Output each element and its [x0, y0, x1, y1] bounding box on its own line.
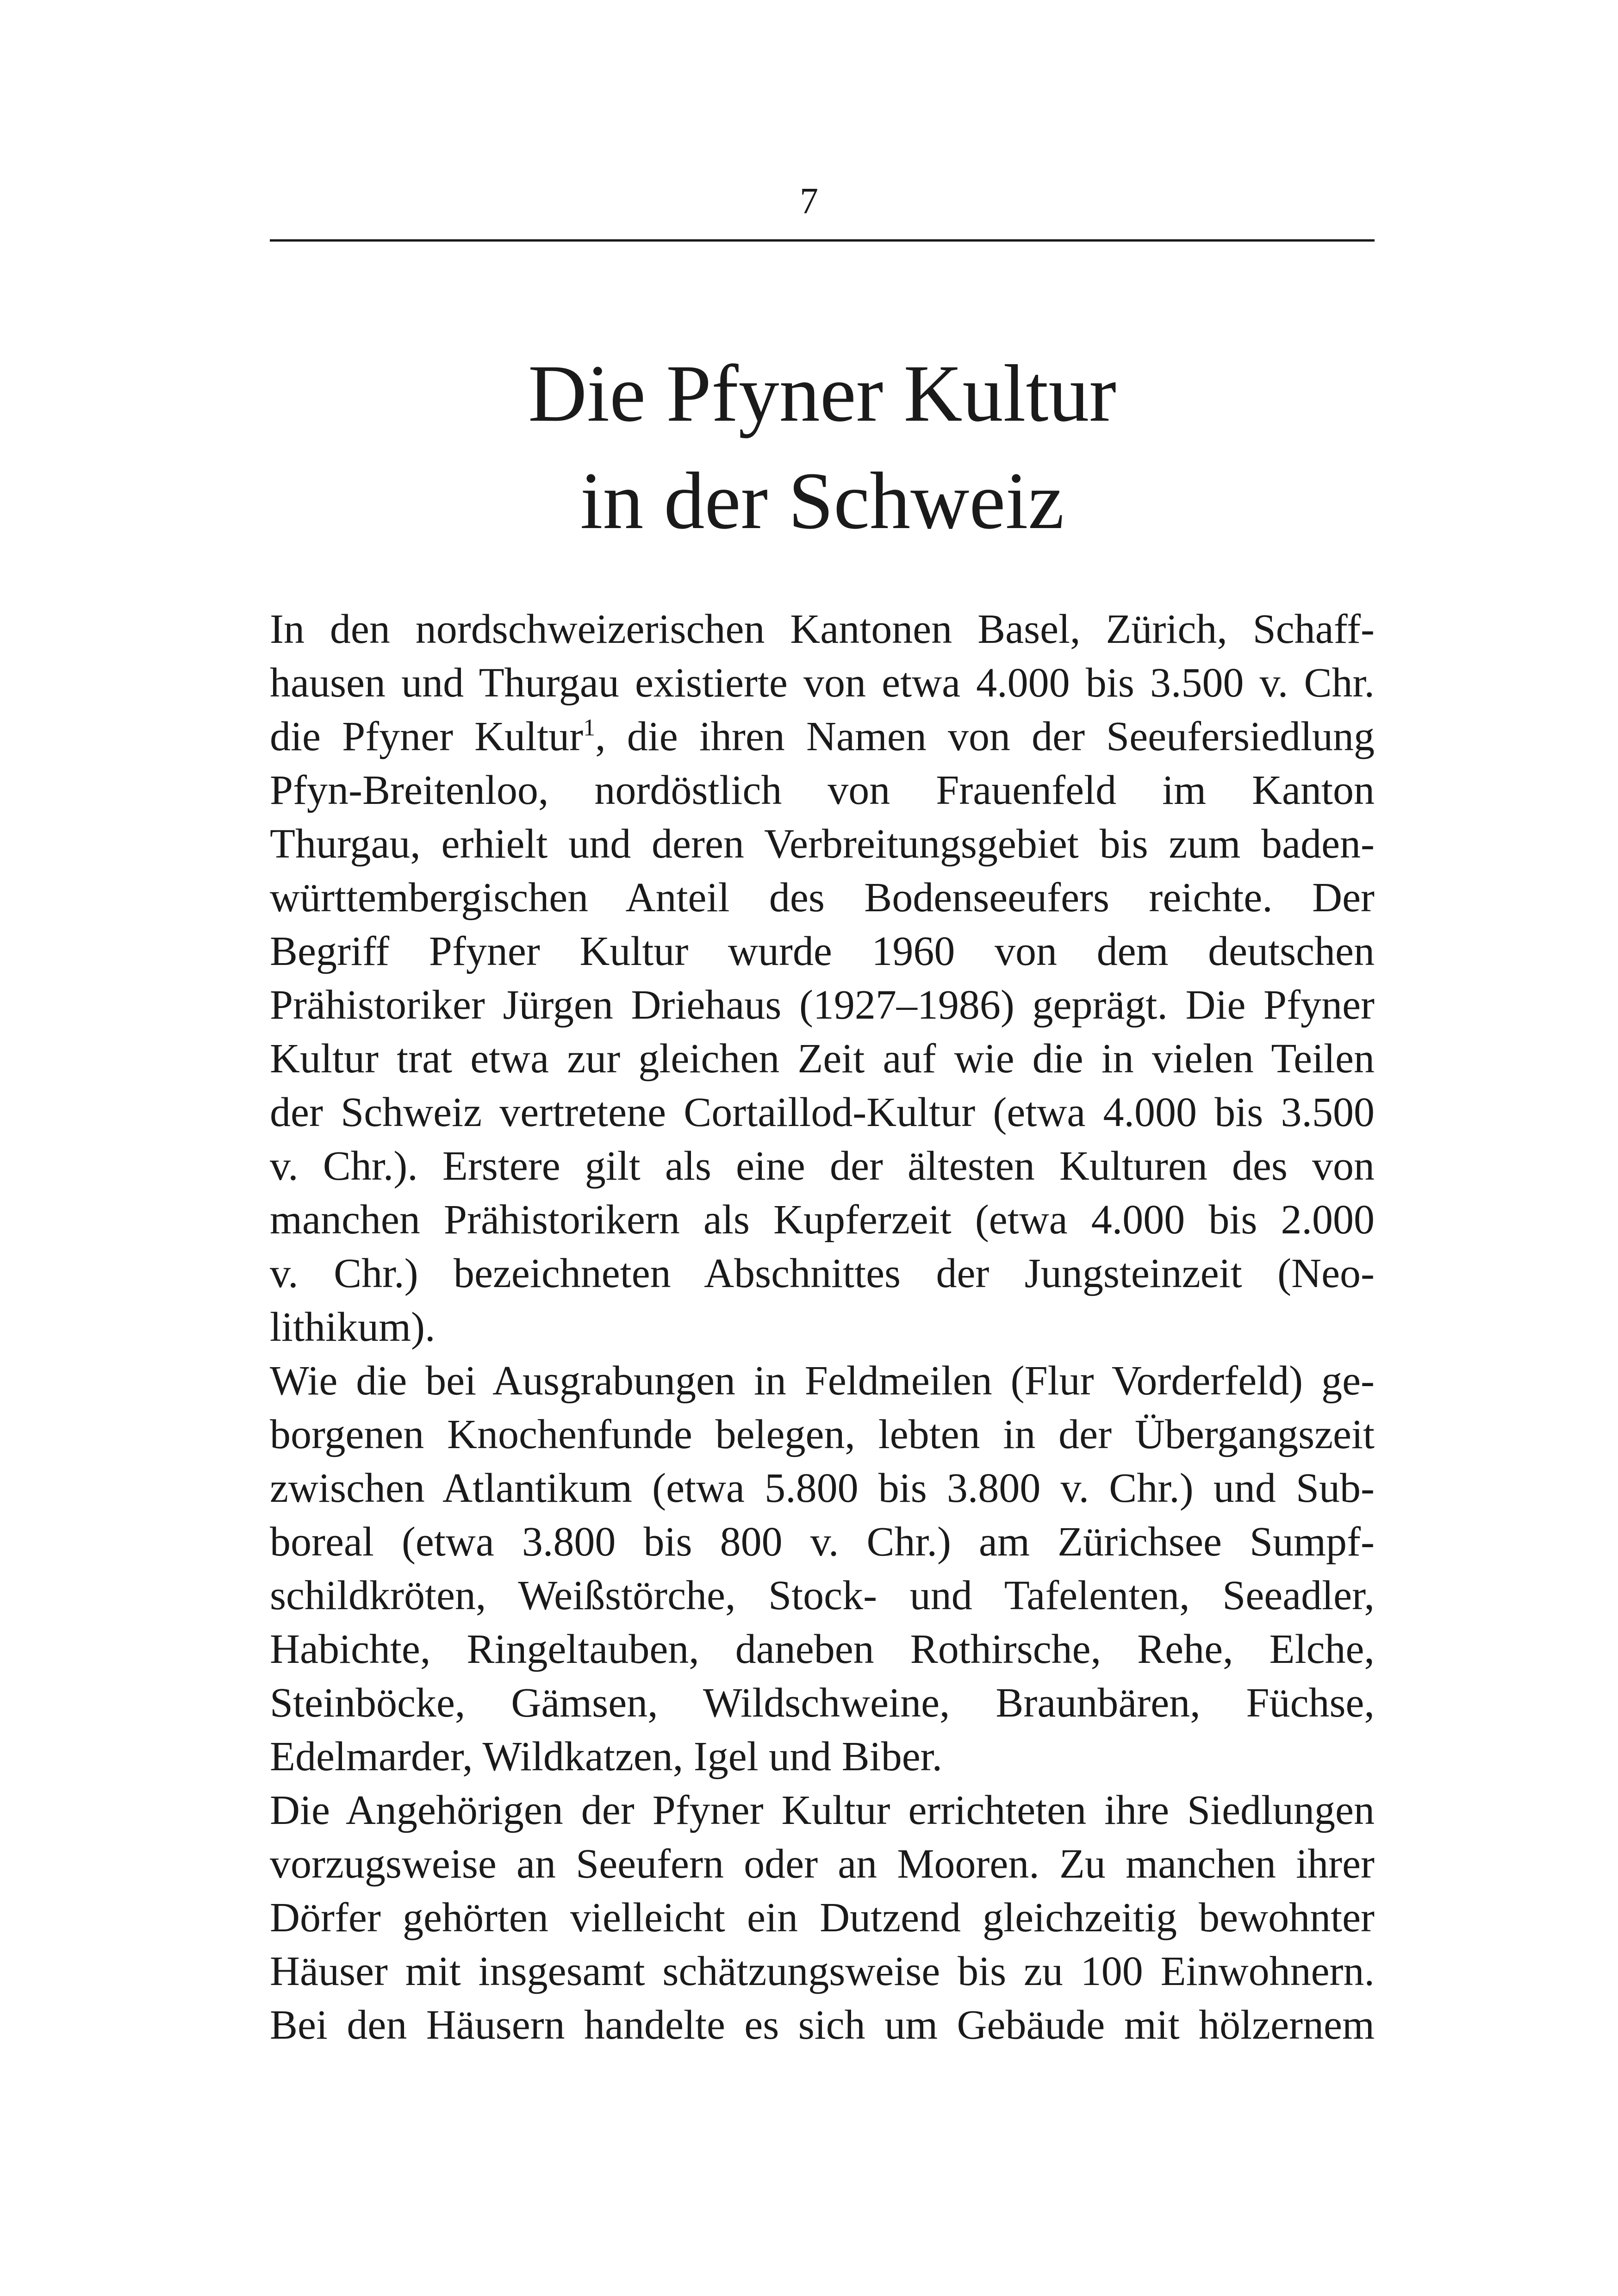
text-line: württembergischen Anteil des Bodenseeufers reichte. Der	[270, 875, 1375, 921]
text-line: schildkröten, Weißstörche, Stock- und Tafelenten, Seeadler,	[270, 1573, 1375, 1618]
text-line: zwischen Atlantikum (etwa 5.800 bis 3.800 v. Chr.) und Sub-	[270, 1465, 1375, 1511]
text-line: Habichte, Ringeltauben, daneben Rothirsche, Rehe, Elche,	[270, 1626, 1375, 1672]
text-line: Prähistoriker Jürgen Driehaus (1927–1986) geprägt. Die Pfyner	[270, 982, 1375, 1028]
body-text	[270, 603, 1375, 2052]
text-line: In den nordschweizerischen Kantonen Basel, Zürich, Schaff-	[270, 606, 1375, 652]
text-line: vorzugsweise an Seeufern oder an Mooren. Zu manchen ihrer	[270, 1841, 1375, 1887]
header-rule	[270, 239, 1375, 242]
text-line: lithikum).	[270, 1304, 436, 1350]
chapter-title	[270, 340, 1375, 555]
text-line	[270, 710, 1375, 764]
text-line: Häuser mit insgesamt schätzungsweise bis zu 100 Einwohnern.	[270, 1948, 1375, 1994]
footnote-reference[interactable]: 1	[583, 715, 596, 741]
text-line: Kultur trat etwa zur gleichen Zeit auf wie die in vielen Teilen	[270, 1036, 1375, 1082]
text-line: Wie die bei Ausgrabungen in Feldmeilen (Flur Vorderfeld) ge-	[270, 1358, 1375, 1404]
text-line: Bei den Häusern handelte es sich um Gebäude mit hölzernem	[270, 2002, 1375, 2048]
text-line: borgenen Knochenfunde belegen, lebten in der Übergangszeit	[270, 1412, 1375, 1457]
page-number: 7	[800, 181, 818, 222]
chapter-title-line-2: in der Schweiz	[580, 456, 1064, 546]
text-line: Edelmarder, Wildkatzen, Igel und Biber.	[270, 1734, 943, 1780]
text-line: boreal (etwa 3.800 bis 800 v. Chr.) am Zürichsee Sumpf-	[270, 1519, 1375, 1565]
text-line: Die Angehörigen der Pfyner Kultur errichteten ihre Siedlungen	[270, 1787, 1375, 1833]
text-line: Begriff Pfyner Kultur wurde 1960 von dem deutschen	[270, 928, 1375, 974]
text-line: Dörfer gehörten vielleicht ein Dutzend gleichzeitig bewohnter	[270, 1895, 1375, 1941]
text-segment: die Pfyner Kultur	[270, 714, 584, 759]
text-line: Thurgau, erhielt und deren Verbreitungsgebiet bis zum baden-	[270, 821, 1375, 867]
text-line: Pfyn-Breitenloo, nordöstlich von Frauenfeld im Kanton	[270, 767, 1375, 813]
chapter-title-line-1: Die Pfyner Kultur	[528, 348, 1116, 439]
text-line: Steinböcke, Gämsen, Wildschweine, Braunbären, Füchse,	[270, 1680, 1375, 1726]
text-segment: , die ihren Namen von der Seeufersiedlung	[595, 714, 1375, 759]
text-line: manchen Prähistorikern als Kupferzeit (etwa 4.000 bis 2.000	[270, 1197, 1375, 1243]
text-line: v. Chr.) bezeichneten Abschnittes der Jungsteinzeit (Neo-	[270, 1251, 1375, 1296]
text-line: hausen und Thurgau existierte von etwa 4.000 bis 3.500 v. Chr.	[270, 660, 1375, 706]
text-line: v. Chr.). Erstere gilt als eine der ältesten Kulturen des von	[270, 1143, 1375, 1189]
text-line: der Schweiz vertretene Cortaillod-Kultur (etwa 4.000 bis 3.500	[270, 1089, 1375, 1135]
